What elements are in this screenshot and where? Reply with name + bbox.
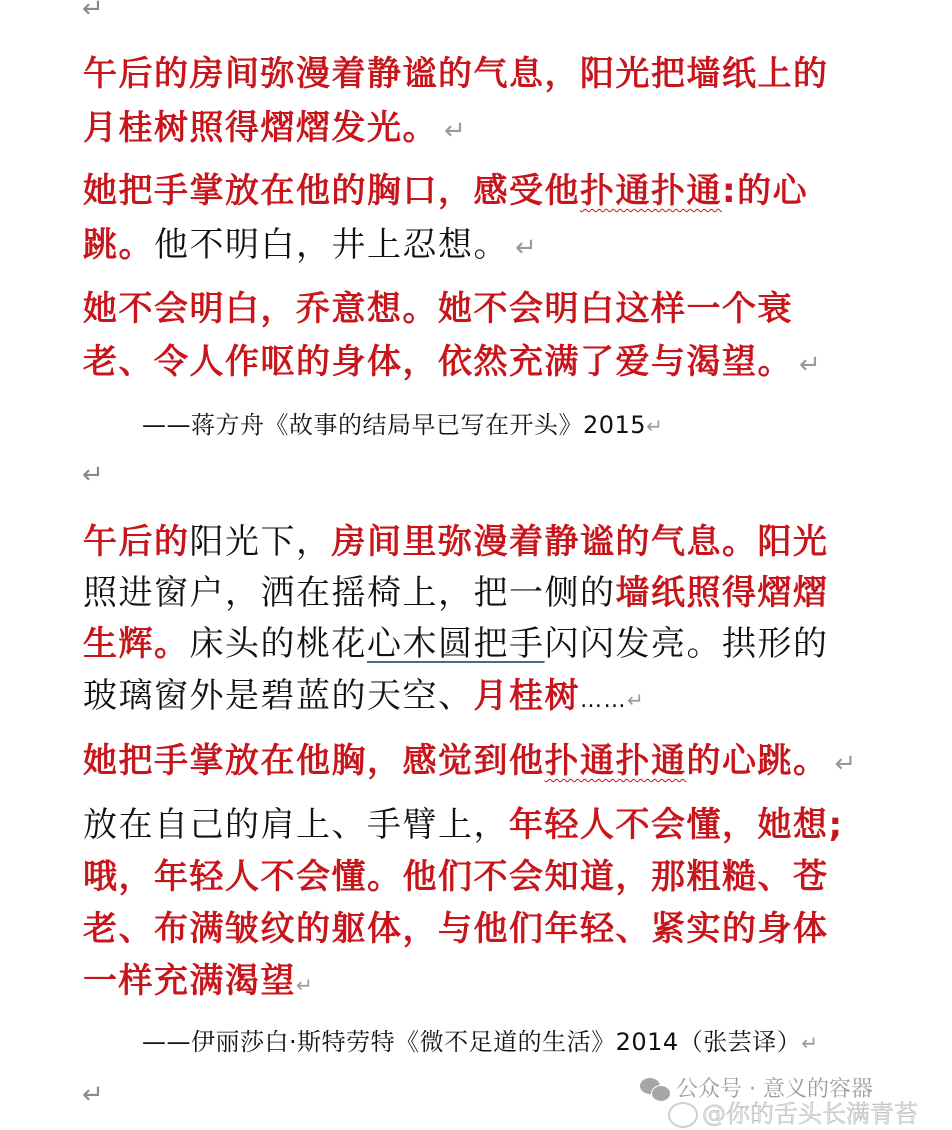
text: 玻璃窗外是碧蓝的天空、	[83, 676, 474, 716]
wechat-icon	[640, 1078, 670, 1102]
text: 月桂树照得熠熠发光。	[83, 108, 438, 148]
text: 公众号 · 意义的容器	[676, 1077, 873, 1102]
paragraph-mark-icon: ↵	[627, 688, 646, 712]
passage1-p1-line2	[83, 108, 467, 151]
passage2-p3-line1	[83, 805, 844, 845]
text: 闪闪发亮。拱形的	[544, 624, 829, 664]
passage1-p1-line1	[83, 54, 829, 94]
passage1-p2-line2	[83, 225, 538, 268]
passage2-p3-line4	[83, 961, 314, 1005]
text: 她不会明白，乔意想。她不会明白这样一个衰	[83, 289, 793, 329]
text: 午后的房间弥漫着静谧的气息，阳光把墙纸上的	[83, 54, 829, 94]
passage1-p3-line2	[83, 342, 822, 385]
paragraph-mark-icon: ↵	[646, 414, 664, 438]
text: 她把手掌放在他胸，感觉到他	[83, 741, 545, 781]
passage2-p1-line1	[83, 522, 829, 562]
passage1-citation	[142, 410, 663, 441]
paragraph-mark-icon: ↵	[515, 233, 539, 263]
paragraph-mark-icon: ↵	[834, 749, 858, 779]
paragraph-mark-icon: ↵	[444, 116, 468, 146]
passage2-p1-line3	[83, 624, 829, 664]
text: 照进窗户，洒在摇椅上，把一侧的	[83, 573, 616, 613]
passage1-p2-line1	[83, 171, 808, 211]
paragraph-mark-icon: ↵	[801, 1031, 819, 1055]
text: 一样充满渴望	[83, 961, 296, 1001]
text: 房间里弥漫着静谧的气息。阳光	[331, 522, 829, 562]
text: 老、令人作呕的身体，依然充满了爱与渴望。	[83, 342, 793, 382]
text: 床头的桃花	[189, 624, 367, 664]
passage2-p3-line2	[83, 857, 829, 897]
passage2-p2-line1	[83, 741, 858, 784]
text: 午后的	[83, 522, 190, 562]
paragraph-mark-icon: ↵	[799, 350, 823, 380]
text: 月桂树	[473, 676, 580, 716]
paragraph-mark-icon: ↵	[296, 973, 315, 997]
text: 他不明白，井上忍想。	[154, 225, 509, 265]
text: ——伊丽莎白·斯特劳特《微不足道的生活》2014（张芸译）	[142, 1028, 802, 1056]
spellcheck-underlined-text: 扑通扑通	[580, 171, 722, 211]
passage2-p1-line4	[83, 676, 645, 721]
underlined-text: 心木圆把手	[367, 624, 545, 664]
paragraph-mark-icon: ↵	[82, 0, 104, 24]
text: 阳光下，	[189, 522, 332, 562]
text: 老、布满皱纹的躯体，与他们年轻、紧实的身体	[83, 909, 829, 949]
text: 跳。	[83, 225, 154, 265]
passage2-citation	[142, 1027, 818, 1058]
text: :的心	[722, 171, 809, 211]
text: 年轻人不会懂，她想;	[509, 805, 844, 845]
text: 生辉。	[83, 624, 190, 664]
text: 的心跳。	[686, 741, 829, 781]
text: ……	[580, 688, 627, 713]
paragraph-mark-icon: ↵	[82, 460, 104, 490]
text: 放在自己的肩上、手臂上，	[83, 805, 509, 845]
passage2-p1-line2	[83, 573, 829, 613]
weibo-watermark	[668, 1094, 918, 1129]
passage1-p3-line1	[83, 289, 793, 329]
text: @你的舌头长满青苔	[702, 1100, 918, 1128]
text: 墙纸照得熠熠	[615, 573, 829, 613]
paragraph-mark-icon: ↵	[82, 1080, 104, 1110]
weibo-icon	[668, 1102, 698, 1128]
spellcheck-underlined-text: 扑通扑通	[544, 741, 687, 781]
text: 哦，年轻人不会懂。他们不会知道，那粗糙、苍	[83, 857, 829, 897]
text: 她把手掌放在他的胸口，感受他	[83, 171, 580, 211]
passage2-p3-line3	[83, 909, 829, 949]
text: ——蒋方舟《故事的结局早已写在开头》2015	[142, 411, 647, 439]
